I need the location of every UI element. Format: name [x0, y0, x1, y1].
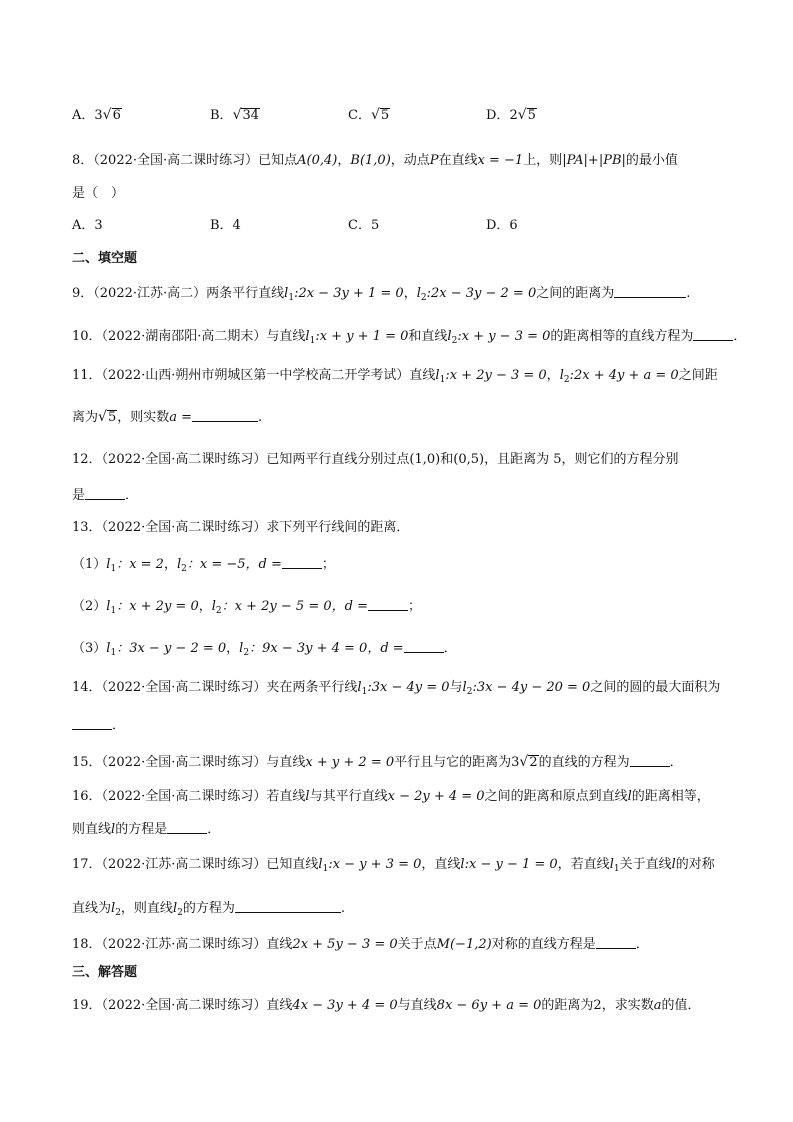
- question-8-line1: [72, 152, 732, 170]
- q-number: 16．: [72, 789, 102, 804]
- q-text: 已知两平行直线分别过点: [266, 452, 410, 467]
- q-text: .: [686, 286, 691, 301]
- sqrt-symbol: √: [370, 107, 380, 123]
- radicand: 5: [380, 108, 390, 123]
- part-number: （2）: [72, 599, 107, 614]
- q-text: ．: [733, 329, 747, 344]
- q-number: 11．: [72, 368, 102, 383]
- math: ，d =: [331, 599, 368, 614]
- q-text: 则直线: [72, 822, 112, 837]
- math: ：3x − y − 2 = 0: [116, 641, 227, 656]
- sqrt-symbol: √: [102, 107, 112, 123]
- q-source: （2022·山西·朔州市朔城区第一中学校高二开学考试）: [101, 368, 410, 383]
- math: a =: [169, 410, 193, 425]
- math: l: [447, 329, 452, 344]
- q-source: （2022·全国·高二课时练习）: [101, 755, 267, 770]
- q-text: 的距离相等的直线方程为: [550, 329, 694, 344]
- math: l: [435, 368, 440, 383]
- math: l: [239, 641, 244, 656]
- q-source: （2022·全国·高二课时练习）: [101, 520, 267, 535]
- q-text: 上，则: [523, 153, 563, 168]
- question-13-part3: [72, 639, 732, 658]
- subscript: 2: [115, 908, 121, 918]
- q-number: 17．: [72, 857, 102, 872]
- q-source: （2022·全国·高二课时练习）: [101, 680, 267, 695]
- subscript: 2: [451, 336, 458, 346]
- subscript: 2: [215, 606, 222, 616]
- q-number: 9．: [72, 286, 94, 301]
- math: l: [671, 857, 676, 872]
- q-text: 的方程是: [115, 822, 168, 837]
- option-label: B．: [210, 108, 233, 123]
- math: ：x + 2y = 0: [116, 599, 199, 614]
- option-label: D．: [486, 108, 510, 123]
- q-text: ，: [337, 153, 351, 168]
- q-text: 与: [449, 680, 463, 695]
- answer-blank[interactable]: [630, 753, 670, 767]
- q8-option-d: D．6: [486, 218, 518, 233]
- q-text: 直线: [266, 998, 293, 1013]
- q-source: （2022·全国·高二课时练习）: [101, 789, 267, 804]
- math: l: [211, 599, 216, 614]
- question-13: [72, 519, 732, 537]
- q-text: ，则直线: [120, 901, 173, 916]
- q-source: （2022·江苏·高二）: [93, 286, 207, 301]
- subscript: 2: [243, 648, 250, 658]
- q-text: ，若直线: [557, 857, 610, 872]
- question-16-line2: [72, 820, 732, 839]
- answer-blank[interactable]: [282, 555, 322, 569]
- q-source: （2022·全国·高二课时练习）: [101, 452, 267, 467]
- math: x − 2y + 4 = 0: [387, 789, 485, 804]
- q-text: 求下列平行线间的距离．: [266, 520, 410, 535]
- answer-blank[interactable]: [368, 597, 408, 611]
- q-text: 的值．: [661, 998, 701, 1013]
- math: a: [653, 998, 662, 1013]
- question-17-line1: [72, 856, 732, 874]
- math: P: [429, 153, 439, 168]
- math: M(−1,2): [436, 937, 492, 952]
- q8-option-a: A．3: [72, 218, 103, 233]
- math: l: [559, 368, 564, 383]
- sqrt-symbol: √: [519, 754, 529, 770]
- radicand: 5: [107, 410, 117, 425]
- q-text: ；: [321, 557, 335, 572]
- part-number: （3）: [72, 641, 107, 656]
- math: l: [318, 857, 323, 872]
- radicand: 6: [112, 108, 121, 123]
- question-14-line2: [72, 716, 732, 735]
- q8-option-b: B．4: [210, 218, 241, 233]
- q-text: ．: [635, 937, 649, 952]
- q-text: ，求实数: [601, 998, 654, 1013]
- q-text: ，直线: [421, 857, 461, 872]
- q7-option-b: [210, 106, 260, 125]
- q-text: ，: [163, 557, 177, 572]
- q-text: 两条平行直线: [206, 286, 285, 301]
- answer-blank[interactable]: [404, 639, 444, 653]
- question-13-part1: [72, 555, 732, 574]
- question-13-part2: [72, 597, 732, 616]
- math: 8x − 6y + a = 0: [436, 998, 542, 1013]
- answer-blank[interactable]: [192, 408, 258, 422]
- question-19: [72, 997, 732, 1015]
- option-label: A．: [72, 108, 95, 123]
- radicand: 34: [242, 108, 260, 123]
- q-text: 关于点: [397, 937, 437, 952]
- q-text: ，: [403, 286, 417, 301]
- q-text: 直线为: [72, 901, 112, 916]
- math: l: [416, 286, 421, 301]
- q-text: ．: [112, 718, 126, 733]
- q-number: 15．: [72, 755, 102, 770]
- question-8-line2: [72, 185, 732, 203]
- math: |PA|+|PB|: [562, 153, 626, 168]
- q8-option-c: C．5: [348, 218, 380, 233]
- math: ：x = −5: [186, 557, 246, 572]
- sqrt-symbol: √: [517, 107, 527, 123]
- subscript: 2: [466, 687, 473, 697]
- q-text: ．: [207, 822, 221, 837]
- math: l: [106, 557, 111, 572]
- answer-blank[interactable]: [167, 820, 207, 834]
- subscript: 1: [110, 564, 117, 574]
- math: :2x − 3y − 2 = 0: [426, 286, 537, 301]
- answer-blank[interactable]: [614, 284, 686, 298]
- subscript: 1: [439, 375, 446, 385]
- math: (0,5): [453, 452, 485, 467]
- math: l: [609, 857, 614, 872]
- question-15: [72, 753, 732, 772]
- math: :x + y − 3 = 0: [457, 329, 551, 344]
- q-text: ，: [226, 641, 240, 656]
- subscript: 1: [288, 293, 295, 303]
- q-text: 夹在两条平行线: [266, 680, 358, 695]
- q-text: ，: [546, 368, 560, 383]
- math: :3x − 4y = 0: [367, 680, 450, 695]
- q-number: 8．: [72, 153, 94, 168]
- q7-option-d: [486, 106, 537, 125]
- q-number: 19．: [72, 998, 102, 1013]
- math: ：x + 2y − 5 = 0: [221, 599, 332, 614]
- coef: 2: [509, 108, 518, 123]
- sqrt-symbol: √: [232, 107, 242, 123]
- question-11-line2: [72, 408, 732, 427]
- q-text: 离为: [72, 410, 99, 425]
- answer-blank[interactable]: [693, 327, 733, 341]
- q-text: ，且距离为 5，则它们的方程分别: [484, 452, 679, 467]
- q-text: .: [340, 901, 345, 916]
- question-17-line2: [72, 899, 732, 918]
- math: l: [172, 901, 178, 916]
- subscript: 1: [613, 864, 620, 874]
- math: x + y + 2 = 0: [305, 755, 395, 770]
- subscript: 1: [110, 648, 117, 658]
- radicand: 2: [529, 755, 538, 770]
- section-heading-answer: 三、解答题: [72, 965, 138, 980]
- math: l: [111, 901, 116, 916]
- q-text: 直线: [266, 937, 293, 952]
- q-number: 14．: [72, 680, 102, 695]
- q-text: ．: [443, 641, 457, 656]
- q-text: 的距离相等，: [631, 789, 710, 804]
- q-text: ，则实数: [117, 410, 170, 425]
- q-text: 若直线: [266, 789, 306, 804]
- q-text: 直线: [409, 368, 436, 383]
- coef: 3: [511, 755, 520, 770]
- subscript: 2: [177, 908, 183, 918]
- question-12-line1: [72, 451, 732, 469]
- math: ：9x − 3y + 4 = 0: [249, 641, 368, 656]
- subscript: 2: [563, 375, 570, 385]
- q-source: （2022·全国·高二课时练习）: [93, 153, 259, 168]
- q-text: 与直线: [397, 998, 437, 1013]
- q-source: （2022·湖南邵阳·高二期末）: [101, 329, 267, 344]
- q-text: 的方程为: [182, 901, 235, 916]
- radicand: 5: [527, 108, 536, 123]
- q-text: ．: [125, 488, 139, 503]
- math: ：x = 2: [116, 557, 164, 572]
- q-number: 18．: [72, 937, 102, 952]
- math: ，d =: [245, 557, 282, 572]
- math: :x − y + 3 = 0: [328, 857, 422, 872]
- part-number: （1）: [72, 557, 107, 572]
- subscript: 1: [361, 687, 368, 697]
- math: l: [460, 857, 465, 872]
- math: A(0,4): [297, 153, 338, 168]
- q-text: 的最小值: [625, 153, 678, 168]
- math: x = −1: [477, 153, 524, 168]
- q-source: （2022·江苏·高二课时练习）: [101, 857, 267, 872]
- subscript: 1: [110, 606, 117, 616]
- q-number: 10．: [72, 329, 102, 344]
- q-text: 之间距: [678, 368, 718, 383]
- q-text: 与直线: [266, 755, 306, 770]
- math: :3x − 4y − 20 = 0: [472, 680, 591, 695]
- q-text: 的距离为: [541, 998, 594, 1013]
- q-number: 13．: [72, 520, 102, 535]
- q-text: 已知点: [258, 153, 298, 168]
- answer-blank[interactable]: [85, 486, 125, 500]
- q7-option-c: [348, 106, 390, 125]
- question-10: [72, 327, 747, 346]
- question-16-line1: [72, 788, 732, 806]
- math: (1,0): [409, 452, 441, 467]
- subscript: 1: [309, 336, 316, 346]
- math: :2x − 3y + 1 = 0: [294, 286, 404, 301]
- q-text: 之间的圆的最大面积为: [590, 680, 721, 695]
- option-label: C．: [348, 108, 371, 123]
- sqrt-symbol: √: [98, 409, 107, 425]
- math: :x + y + 1 = 0: [315, 329, 409, 344]
- math: l: [284, 286, 289, 301]
- coef: 3: [94, 108, 103, 123]
- math: :2x + 4y + a = 0: [569, 368, 679, 383]
- q-text: ．: [669, 755, 683, 770]
- math: l: [627, 789, 632, 804]
- q-text: 平行且与它的距离为: [394, 755, 512, 770]
- math: l: [305, 789, 310, 804]
- answer-blank[interactable]: [235, 899, 341, 913]
- question-14-line1: [72, 679, 732, 697]
- q7-option-a: [72, 106, 122, 125]
- math: l: [462, 680, 467, 695]
- q-text: 是（ ）: [72, 186, 125, 201]
- math: ，d =: [367, 641, 404, 656]
- q-text: 与其平行直线: [309, 789, 388, 804]
- question-12-line2: [72, 486, 732, 505]
- math: 2x + 5y − 3 = 0: [292, 937, 398, 952]
- question-9: [72, 284, 732, 303]
- math: l: [106, 599, 111, 614]
- q-text: ；: [407, 599, 421, 614]
- math: l: [106, 641, 111, 656]
- math: l: [176, 557, 182, 572]
- math: l: [111, 822, 116, 837]
- q-text: 与直线: [266, 329, 306, 344]
- math: :x − y − 1 = 0: [464, 857, 558, 872]
- math: 2: [593, 998, 602, 1013]
- q-text: .: [258, 410, 263, 425]
- math: B(1,0): [350, 153, 391, 168]
- math: l: [305, 329, 310, 344]
- q-text: 之间的距离为: [536, 286, 615, 301]
- q-number: 12．: [72, 452, 102, 467]
- q-text: ，: [198, 599, 212, 614]
- q-source: （2022·全国·高二课时练习）: [101, 998, 267, 1013]
- q-source: （2022·江苏·高二课时练习）: [101, 937, 267, 952]
- answer-blank[interactable]: [72, 716, 112, 730]
- section-heading-fill-in: 二、填空题: [72, 251, 138, 266]
- math: 4x − 3y + 4 = 0: [292, 998, 398, 1013]
- math: l: [357, 680, 362, 695]
- subscript: 2: [420, 293, 427, 303]
- subscript: 1: [322, 864, 329, 874]
- question-18: [72, 935, 732, 954]
- subscript: 2: [181, 564, 187, 574]
- q-text: 是: [72, 488, 86, 503]
- math: :x + 2y − 3 = 0: [445, 368, 547, 383]
- q-text: 的对称: [675, 857, 715, 872]
- question-11-line1: [72, 367, 732, 385]
- q-text: 的直线的方程为: [538, 755, 630, 770]
- q-text: 和: [440, 452, 454, 467]
- q-text: 对称的直线方程是: [491, 937, 596, 952]
- q-text: 已知直线: [266, 857, 319, 872]
- q-text: 之间的距离和原点到直线: [484, 789, 628, 804]
- q-text: 关于直线: [619, 857, 672, 872]
- q-text: 和直线: [408, 329, 448, 344]
- answer-blank[interactable]: [596, 935, 636, 949]
- q-text: ，动点: [390, 153, 430, 168]
- q-text: 在直线: [438, 153, 478, 168]
